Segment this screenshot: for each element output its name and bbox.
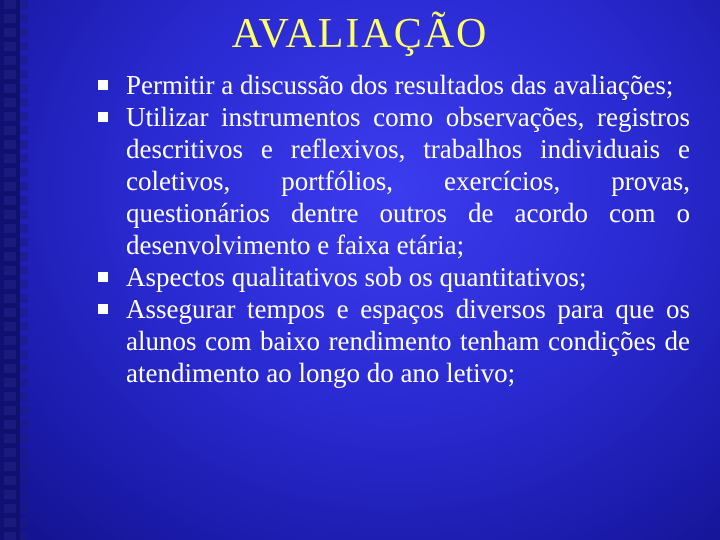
bullet-text: Utilizar instrumentos como observações, registros descritivos e reflexivos, trabalhos individuais e coletivos, portfólios, exercícios, provas, questionários dentre outros de acordo com o desenvolvimento e faixa etária; — [126, 102, 690, 260]
square-column-decoration-faint — [20, 0, 28, 540]
bullet-text: Assegurar tempos e espaços diversos para que os alunos com baixo rendimento tenham condições de atendimento ao longo do ano letivo; — [126, 294, 690, 388]
bullet-item — [98, 293, 690, 389]
square-bullet-icon — [98, 272, 108, 282]
bullet-text: Permitir a discussão dos resultados das avaliações; — [126, 70, 674, 100]
bullet-list — [98, 69, 690, 389]
slide-title: AVALIAÇÃO — [231, 11, 489, 57]
square-column-decoration — [4, 0, 16, 540]
bullet-text: Aspectos qualitativos sob os quantitativos; — [126, 262, 587, 292]
bullet-item — [98, 101, 690, 261]
square-bullet-icon — [98, 80, 108, 90]
bullet-item — [98, 261, 690, 293]
square-bullet-icon — [98, 304, 108, 314]
square-bullet-icon — [98, 112, 108, 122]
bullet-item — [98, 69, 690, 101]
